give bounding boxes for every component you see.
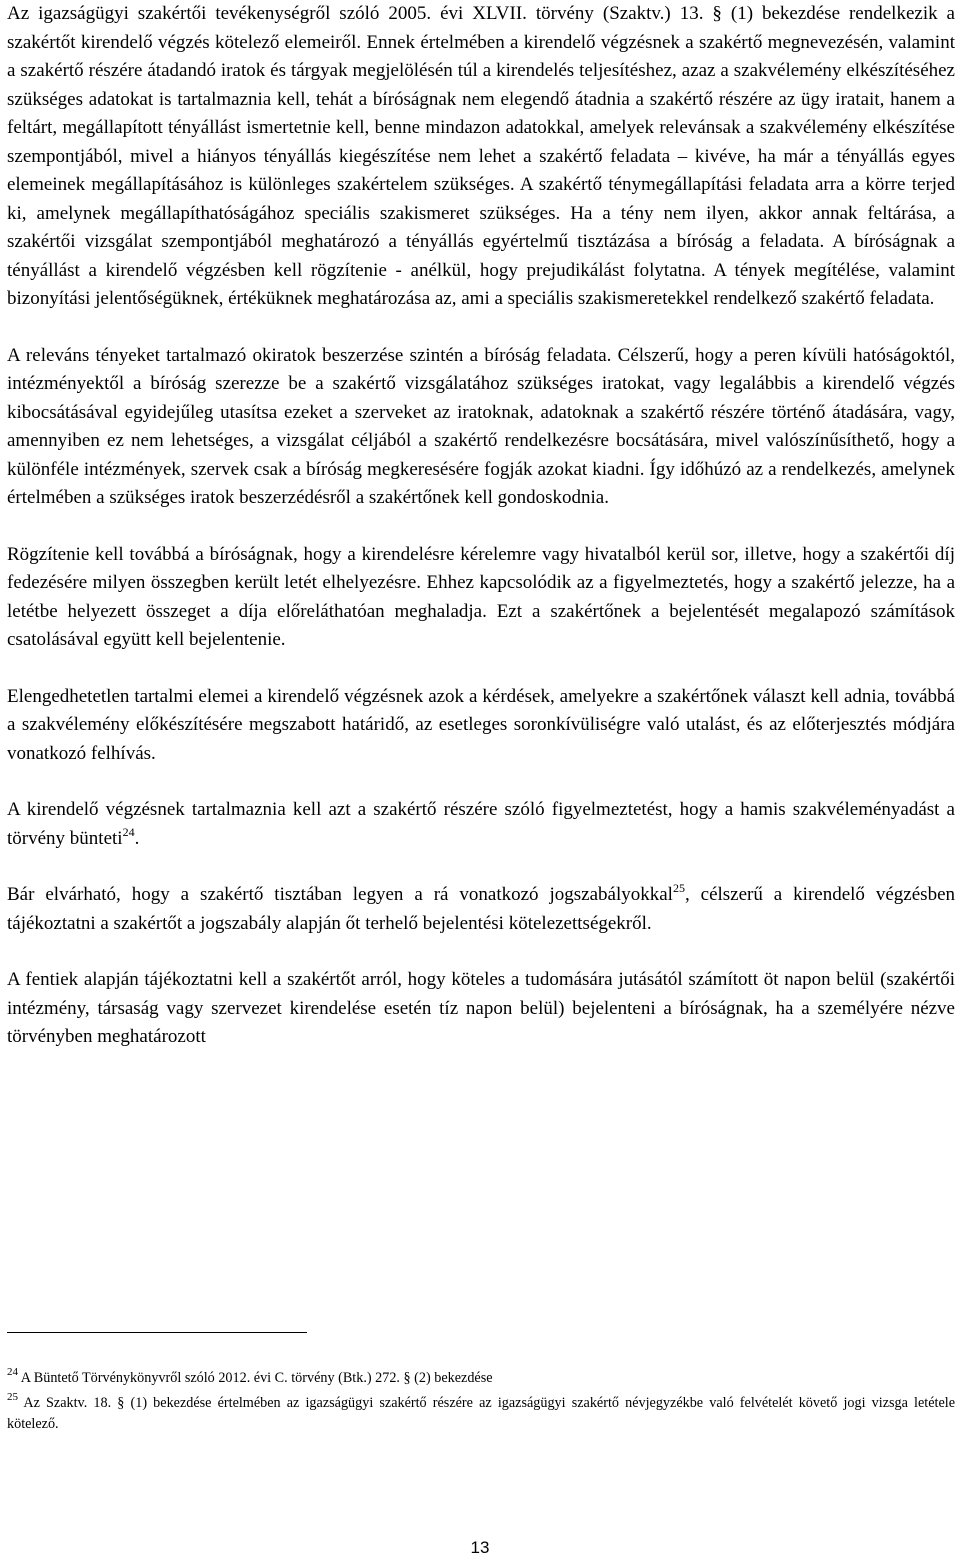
footnote-reference-25[interactable]: 25 (672, 881, 685, 895)
footnote-number: 25 (7, 1391, 18, 1403)
paragraph-essential-elements (7, 683, 955, 769)
body-text (7, 0, 955, 1052)
paragraph-legal-obligations (7, 881, 955, 938)
footnote-25 (7, 1393, 955, 1435)
paragraph-text-after: , célszerű a kirendelő végzésben tájékoztatni a szakértőt a jogszabály alapján őt terhelő bejelentési kötelezettségekről. (7, 884, 955, 934)
footnotes (7, 1368, 955, 1435)
paragraph-expert-appointment-order (7, 0, 955, 314)
footnote-text: Az Szaktv. 18. § (1) bekezdése értelmében az igazságügyi szakértő részére az igazságügyi szakértő névjegyzékbe való felvételét követő jogi vizsga letétele kötelező. (7, 1395, 955, 1432)
paragraph-text: A fentiek alapján tájékoztatni kell a szakértőt arról, hogy köteles a tudomására jutásától számított öt napon belül (szakértői intézmény, társaság vagy szervezet kirendelése esetén tíz napon belül) bejelenteni a bíróságnak, ha a személyére nézve törvényben meghatározott (7, 969, 955, 1047)
paragraph-false-opinion-warning (7, 796, 955, 853)
paragraph-text: Rögzítenie kell továbbá a bíróságnak, hogy a kirendelésre kérelemre vagy hivatalból kerül sor, illetve, hogy a szakértői díj fedezésére milyen összegben került letét elhelyezésre. Ehhez kapcsolódik az a figyelmeztetés, hogy a szakértő jelezze, ha a letétbe helyezett összeget a díja előreláthatóan meghaladja. Ezt a szakértőnek a bejelentését megalapozó számítások csatolásával együtt kell bejelentenie. (7, 543, 955, 650)
footnote-number: 24 (7, 1366, 18, 1378)
paragraph-obtaining-documents (7, 342, 955, 513)
paragraph-text: Elengedhetetlen tartalmi elemei a kirendelő végzésnek azok a kérdések, amelyekre a szakértőnek választ kell adnia, továbbá a szakvélemény előkészítésére megszabott határidő, az esetleges soronkívüliségre való utalást, és az előterjesztés módjára vonatkozó felhívás. (7, 685, 955, 764)
footnote-separator (7, 1332, 307, 1333)
paragraph-text: Bár elvárható, hogy a szakértő tisztában legyen a rá vonatkozó jogszabályokkal (7, 884, 673, 905)
paragraph-text: A kirendelő végzésnek tartalmaznia kell azt a szakértő részére szóló figyelmeztetést, hogy a hamis szakvéleményadást a törvény bünteti (7, 799, 955, 849)
paragraph-text: A releváns tényeket tartalmazó okiratok beszerzése szintén a bíróság feladata. Célszerű, hogy a peren kívüli hatóságoktól, intézményektől a bíróság szerezze be a szakértő vizsgálatához szükséges iratokat, vagy legalábbis a kirendelő végzés kibocsátásával egyidejűleg utasítsa ezeket a szerveket az iratoknak, adatoknak a szakértő részére történő átadására, vagy, amennyiben ez nem lehetséges, a vizsgálat céljából a szakértő rendelkezésre bocsátására, mivel valószínűsíthető, hogy a különféle intézmények, szervek csak a bíróság megkeresésére fogják azokat kiadni. Így időhúzó az a rendelkezés, amelynek értelmében a szükséges iratok beszerzédésről a szakértőnek kell gondoskodnia. (7, 344, 955, 508)
paragraph-expert-fee-deposit (7, 541, 955, 655)
page-number: 13 (470, 1538, 490, 1557)
paragraph-notification-duty (7, 966, 955, 1052)
footnote-reference-24[interactable]: 24 (122, 824, 135, 839)
footnote-text: A Büntető Törvénykönyvről szóló 2012. évi C. törvény (Btk.) 272. § (2) bekezdése (20, 1370, 493, 1386)
footnote-24 (7, 1368, 955, 1389)
paragraph-text: Az igazságügyi szakértői tevékenységről szóló 2005. évi XLVII. törvény (Szaktv.) 13. § (1) bekezdése rendelkezik a szakértőt kirendelő végzés kötelező elemeiről. Ennek értelmében a kirendelő végzésnek a szakértő megnevezésén, valamint a szakértő részére átadandó iratok és tárgyak megjelölésén túl a kirendelés teljesítéshez, azaz a szakvélemény elkészítéséhez szükséges adatokat is tartalmaznia kell, tehát a bíróságnak nem elegendő átadnia a szakértő részére az ügy iratait, hanem a feltárt, megállapított tényállást ismertetnie kell, benne mindazon adatokkal, amelyek relevánsak a szakvélemény elkészítése szempontjából, mivel a hiányos tényállás kiegészítése nem lehet a szakértő feladata – kivéve, ha már a tényállás egyes elemeinek megállapításához is különleges szakértelem szükséges. A szakértő ténymegállapítási feladata arra a körre terjed ki, amelynek megállapíthatóságához speciális szakismeret szükséges. Ha a tény nem ilyen, akkor annak feltárása, a szakértői vizsgálat szempontjából meghatározó a tényállás egyértelmű tisztázása a bíróság a feladata. A bíróságnak a tényállást a kirendelő végzésben kell rögzítenie - anélkül, hogy prejudikálást folytatna. A tények megítélése, valamint bizonyítási jelentőségüknek, értéküknek meghatározása az, ami a speciális szakismeretekkel rendelkező szakértő feladata. (7, 3, 955, 309)
paragraph-text-after: . (134, 827, 140, 849)
